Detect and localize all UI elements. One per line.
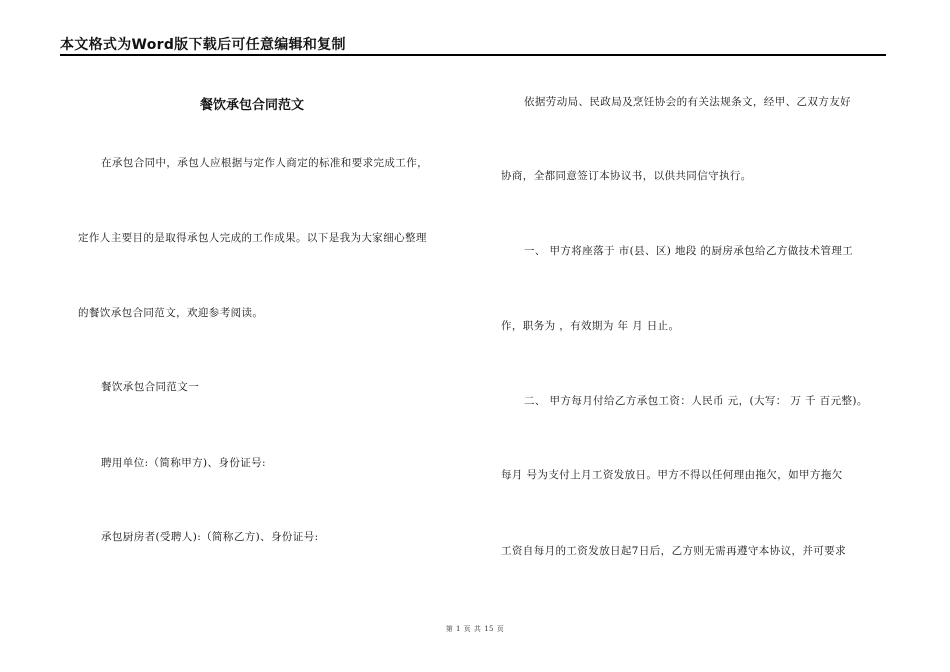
right-line: 工资自每月的工资发放日起7日后，乙方则无需再遵守本协议，并可要求 <box>501 545 846 557</box>
left-line: 餐饮承包合同范文一 <box>101 381 200 393</box>
page-header <box>60 34 886 56</box>
left-line: 聘用单位:（简称甲方)、身份证号: <box>101 457 266 469</box>
right-line: 二、 甲方每月付给乙方承包工资：人民币 元，(大写： 万 千 百元整)。 <box>524 395 868 407</box>
left-line: 承包厨房者(受聘人):（简称乙方)、身份证号: <box>101 531 319 543</box>
left-line: 的餐饮承包合同范文，欢迎参考阅读。 <box>78 307 264 319</box>
right-line: 一、 甲方将座落于 市(县、区) 地段 的厨房承包给乙方做技术管理工 <box>524 245 854 257</box>
left-line: 定作人主要目的是取得承包人完成的工作成果。以下是我为大家细心整理 <box>78 232 427 244</box>
page-number: 第 1 页 共 15 页 <box>445 625 505 633</box>
right-line: 每月 号为支付上月工资发放日。甲方不得以任何理由拖欠，如甲方拖欠 <box>501 469 843 481</box>
document-title: 餐饮承包合同范文 <box>200 98 305 113</box>
right-line: 依据劳动局、民政局及烹饪协会的有关法规条文，经甲、乙双方友好 <box>524 96 851 108</box>
right-line: 协商，全都同意签订本协议书，以供共同信守执行。 <box>501 170 752 182</box>
right-line: 作，职务为 ，有效期为 年 月 日止。 <box>501 320 680 332</box>
header-text: 本文格式为Word版下载后可任意编辑和复制 <box>60 37 346 53</box>
left-line: 在承包合同中，承包人应根据与定作人商定的标准和要求完成工作， <box>101 157 428 169</box>
